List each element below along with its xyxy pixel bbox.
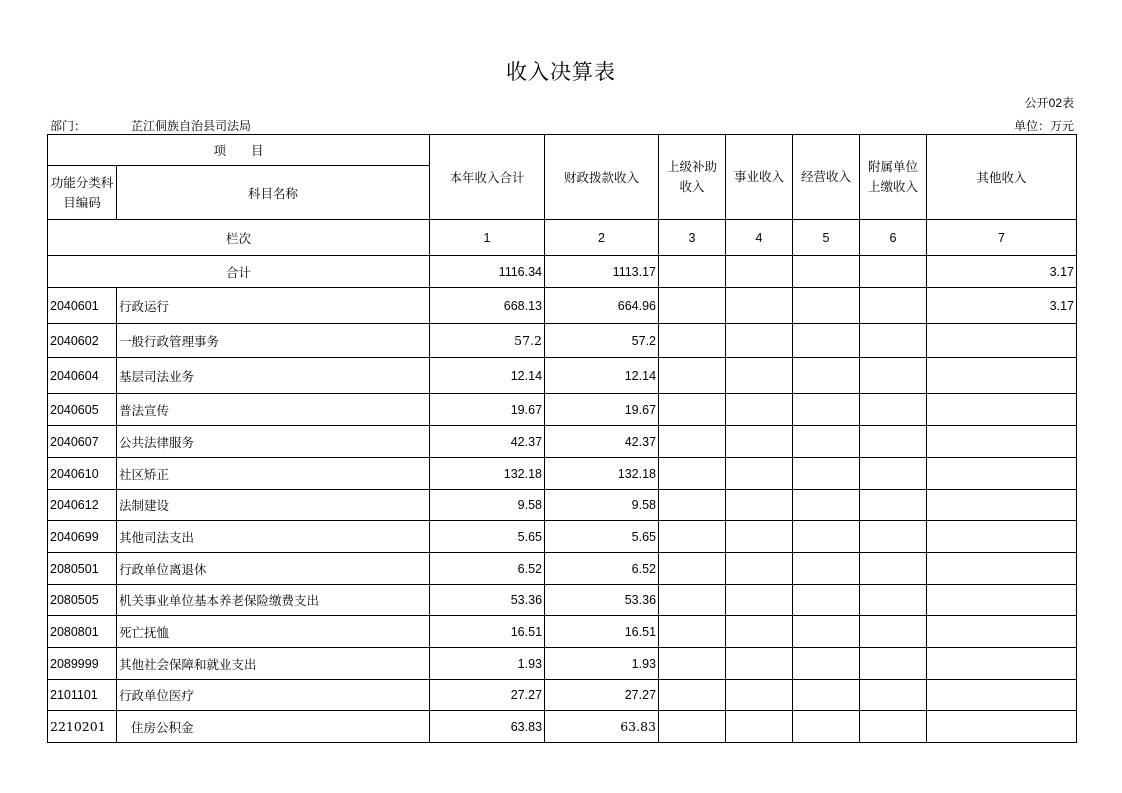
row-superior [659, 394, 726, 426]
row-code: 2040610 [48, 458, 117, 490]
row-name: 法制建设 [117, 490, 430, 521]
row-name: 其他司法支出 [117, 521, 430, 553]
row-fiscal: 132.18 [545, 458, 659, 490]
table-row [48, 490, 1077, 521]
row-name: 机关事业单位基本养老保险缴费支出 [117, 585, 430, 616]
row-operating [793, 616, 860, 648]
total-income-cell: 1116.34 [430, 256, 545, 288]
header-affiliated: 附属单位上缴收入 [860, 135, 927, 220]
row-business [726, 426, 793, 458]
total-label: 合计 [48, 256, 430, 288]
unit-label: 单位：万元 [1013, 119, 1074, 133]
income-table [47, 134, 1077, 743]
department-name: 芷江侗族自治县司法局 [131, 119, 252, 133]
row-affiliated [860, 616, 927, 648]
table-row [48, 426, 1077, 458]
row-total-income: 16.51 [430, 616, 545, 648]
row-total-income: 668.13 [430, 288, 545, 324]
row-code: 2040612 [48, 490, 117, 521]
column-index-2: 2 [545, 220, 659, 256]
total-row [48, 256, 1077, 288]
header-func-code: 功能分类科目编码 [48, 166, 117, 220]
row-operating [793, 426, 860, 458]
row-total-income: 6.52 [430, 553, 545, 585]
table-row [48, 616, 1077, 648]
row-fiscal: 6.52 [545, 553, 659, 585]
row-business [726, 648, 793, 680]
row-name: 住房公积金 [117, 711, 430, 743]
row-other [927, 458, 1077, 490]
row-operating [793, 324, 860, 358]
row-code: 2040699 [48, 521, 117, 553]
row-business [726, 358, 793, 394]
table-row [48, 648, 1077, 680]
row-affiliated [860, 394, 927, 426]
row-total-income: 132.18 [430, 458, 545, 490]
row-other [927, 648, 1077, 680]
row-code: 2101101 [48, 680, 117, 711]
row-fiscal: 5.65 [545, 521, 659, 553]
row-operating [793, 585, 860, 616]
row-fiscal: 12.14 [545, 358, 659, 394]
row-fiscal: 27.27 [545, 680, 659, 711]
total-business-cell [726, 256, 793, 288]
row-name: 基层司法业务 [117, 358, 430, 394]
total-superior-cell [659, 256, 726, 288]
table-row [48, 288, 1077, 324]
row-business [726, 324, 793, 358]
table-row [48, 711, 1077, 743]
column-index-3: 3 [659, 220, 726, 256]
row-code: 2040601 [48, 288, 117, 324]
column-index-7: 7 [927, 220, 1077, 256]
row-name: 行政单位医疗 [117, 680, 430, 711]
row-affiliated [860, 490, 927, 521]
header-superior: 上级补助收入 [659, 135, 726, 220]
row-operating [793, 553, 860, 585]
column-index-label: 栏次 [48, 220, 430, 256]
row-affiliated [860, 521, 927, 553]
row-name: 死亡抚恤 [117, 616, 430, 648]
header-business: 事业收入 [726, 135, 793, 220]
row-superior [659, 711, 726, 743]
row-business [726, 490, 793, 521]
row-total-income: 5.65 [430, 521, 545, 553]
column-index-4: 4 [726, 220, 793, 256]
header-item: 项 目 [48, 135, 430, 166]
row-fiscal: 63.83 [545, 711, 659, 743]
table-row [48, 324, 1077, 358]
column-index-6: 6 [860, 220, 927, 256]
table-row [48, 680, 1077, 711]
table-row [48, 358, 1077, 394]
row-code: 2040607 [48, 426, 117, 458]
row-code: 2080801 [48, 616, 117, 648]
row-code: 2040605 [48, 394, 117, 426]
row-operating [793, 358, 860, 394]
row-superior [659, 358, 726, 394]
row-other [927, 711, 1077, 743]
row-business [726, 585, 793, 616]
header-total-income: 本年收入合计 [430, 135, 545, 220]
table-row [48, 553, 1077, 585]
row-affiliated [860, 585, 927, 616]
row-other: 3.17 [927, 288, 1077, 324]
row-fiscal: 664.96 [545, 288, 659, 324]
total-fiscal-cell: 1113.17 [545, 256, 659, 288]
row-other [927, 680, 1077, 711]
row-business [726, 616, 793, 648]
row-name: 行政单位离退休 [117, 553, 430, 585]
row-business [726, 394, 793, 426]
row-superior [659, 680, 726, 711]
row-other [927, 553, 1077, 585]
row-operating [793, 711, 860, 743]
row-other [927, 616, 1077, 648]
row-operating [793, 680, 860, 711]
row-total-income: 53.36 [430, 585, 545, 616]
row-affiliated [860, 680, 927, 711]
header-fiscal: 财政拨款收入 [545, 135, 659, 220]
row-business [726, 288, 793, 324]
total-other-cell: 3.17 [927, 256, 1077, 288]
row-superior [659, 616, 726, 648]
row-name: 社区矫正 [117, 458, 430, 490]
row-total-income: 57.2 [430, 324, 545, 358]
department-label: 部门： [50, 119, 87, 133]
row-operating [793, 288, 860, 324]
row-fiscal: 53.36 [545, 585, 659, 616]
row-business [726, 711, 793, 743]
header-subject-name: 科目名称 [117, 166, 430, 220]
row-total-income: 42.37 [430, 426, 545, 458]
row-other [927, 426, 1077, 458]
total-operating-cell [793, 256, 860, 288]
row-operating [793, 490, 860, 521]
row-total-income: 63.83 [430, 711, 545, 743]
row-business [726, 553, 793, 585]
row-affiliated [860, 553, 927, 585]
row-operating [793, 521, 860, 553]
row-superior [659, 648, 726, 680]
row-operating [793, 648, 860, 680]
row-affiliated [860, 426, 927, 458]
row-fiscal: 9.58 [545, 490, 659, 521]
header-operating: 经营收入 [793, 135, 860, 220]
row-code: 2040604 [48, 358, 117, 394]
row-total-income: 1.93 [430, 648, 545, 680]
row-code: 2210201 [48, 711, 117, 743]
row-fiscal: 19.67 [545, 394, 659, 426]
row-fiscal: 57.2 [545, 324, 659, 358]
row-affiliated [860, 458, 927, 490]
row-affiliated [860, 648, 927, 680]
row-business [726, 458, 793, 490]
row-other [927, 358, 1077, 394]
table-row [48, 458, 1077, 490]
row-superior [659, 521, 726, 553]
row-name: 一般行政管理事务 [117, 324, 430, 358]
row-other [927, 394, 1077, 426]
row-name: 其他社会保障和就业支出 [117, 648, 430, 680]
table-code: 公开02表 [1024, 96, 1074, 110]
row-superior [659, 288, 726, 324]
row-total-income: 12.14 [430, 358, 545, 394]
row-name: 行政运行 [117, 288, 430, 324]
row-code: 2089999 [48, 648, 117, 680]
row-other [927, 324, 1077, 358]
table-row [48, 585, 1077, 616]
row-operating [793, 458, 860, 490]
row-other [927, 585, 1077, 616]
row-superior [659, 458, 726, 490]
row-superior [659, 490, 726, 521]
row-operating [793, 394, 860, 426]
row-fiscal: 42.37 [545, 426, 659, 458]
row-superior [659, 324, 726, 358]
row-affiliated [860, 358, 927, 394]
row-business [726, 680, 793, 711]
row-other [927, 521, 1077, 553]
row-affiliated [860, 288, 927, 324]
row-total-income: 19.67 [430, 394, 545, 426]
table-row [48, 521, 1077, 553]
row-code: 2040602 [48, 324, 117, 358]
row-superior [659, 426, 726, 458]
page-title: 收入决算表 [506, 60, 616, 84]
row-name: 公共法律服务 [117, 426, 430, 458]
header-other: 其他收入 [927, 135, 1077, 220]
row-other [927, 490, 1077, 521]
total-affiliated-cell [860, 256, 927, 288]
row-superior [659, 585, 726, 616]
row-fiscal: 16.51 [545, 616, 659, 648]
row-total-income: 27.27 [430, 680, 545, 711]
row-code: 2080501 [48, 553, 117, 585]
row-total-income: 9.58 [430, 490, 545, 521]
row-superior [659, 553, 726, 585]
column-index-row [48, 220, 1077, 256]
column-index-1: 1 [430, 220, 545, 256]
row-affiliated [860, 711, 927, 743]
row-code: 2080505 [48, 585, 117, 616]
table-row [48, 394, 1077, 426]
column-index-5: 5 [793, 220, 860, 256]
row-fiscal: 1.93 [545, 648, 659, 680]
row-name: 普法宣传 [117, 394, 430, 426]
row-affiliated [860, 324, 927, 358]
row-business [726, 521, 793, 553]
